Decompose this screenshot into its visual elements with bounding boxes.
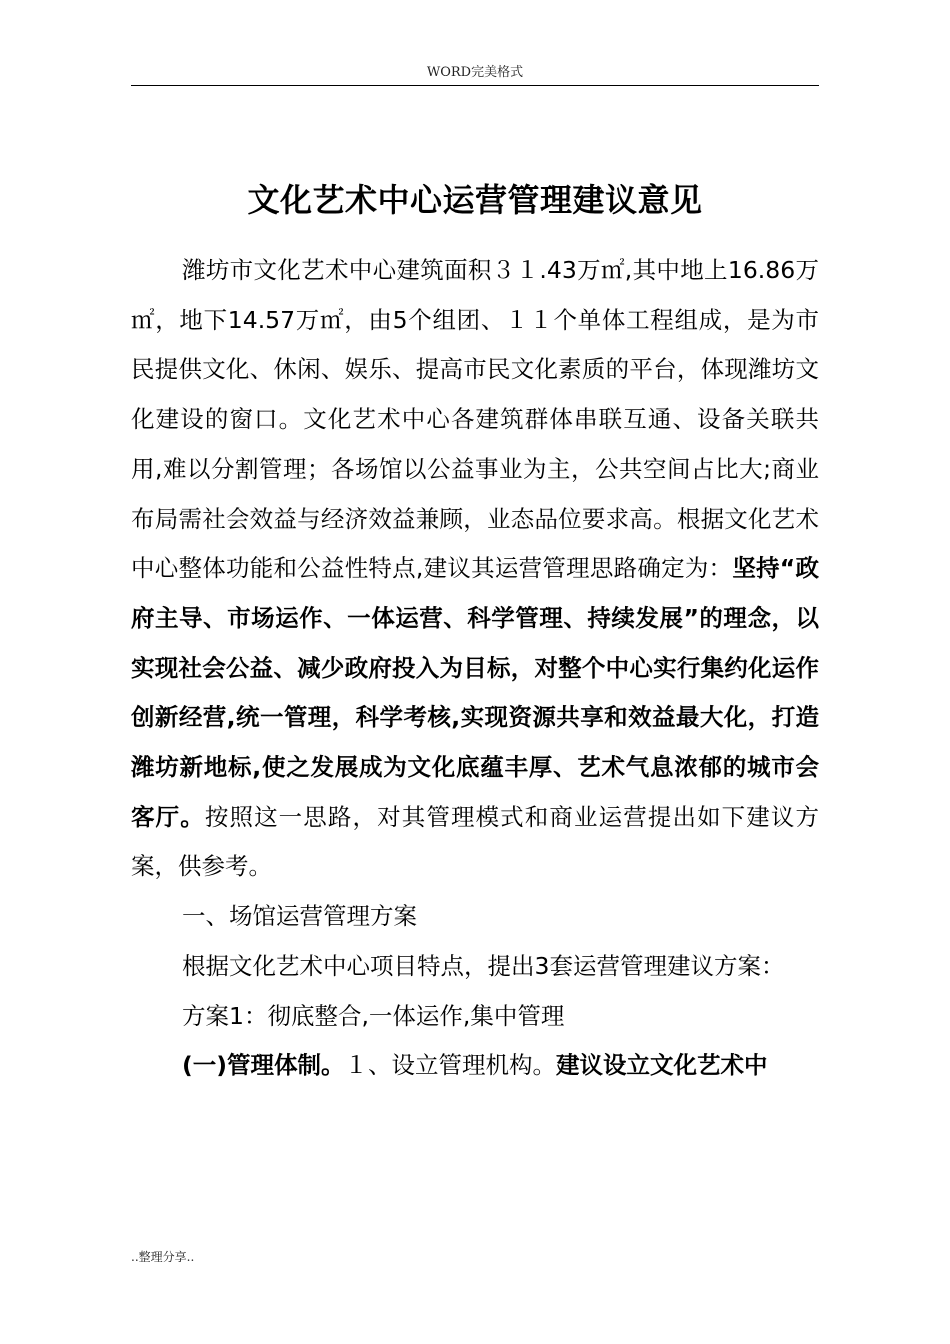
management-text: １、设立管理机构。 [344,1051,556,1080]
document-title: 文化艺术中心运营管理建议意见 [247,181,703,219]
intro-paragraph [131,246,819,892]
management-heading: (一)管理体制。 [182,1051,345,1080]
intro-text-2: 按照这一思路，对其管理模式和商业运营提出如下建议方案，供参考。 [131,802,820,881]
intro-bold-statement: 坚持“政府主导、市场运作、一体运营、科学管理、持续发展”的理念，以实现社会公益、减少政府投入为目标，对整个中心实行集约化运作创新经营,统一管理，科学考核,实现资源共享和效益最大化，打造潍坊新地标,使之发展成为文化底蕴丰厚、艺术气息浓郁的城市会客厅。 [131,554,819,831]
plan-heading: 方案1：彻底整合,一体运作,集中管理 [182,1001,565,1030]
document-body [131,246,819,1091]
page-footer: ..整理分享.. [131,1250,195,1264]
section-heading: 一、场馆运营管理方案 [182,902,417,931]
page-header: WORD完美格式 [426,65,524,80]
header-divider [131,85,819,86]
proposal-intro-paragraph: 根据文化艺术中心项目特点，提出3套运营管理建议方案： [182,951,785,980]
intro-text-1: 潍坊市文化艺术中心建筑面积３１.43万㎡,其中地上16.86万㎡，地下14.57万㎡，由5个组团、１１个单体工程组成，是为市民提供文化、休闲、娱乐、提高市民文化素质的平台，体现潍坊文化建设的窗口。文化艺术中心各建筑群体串联互通、设备关联共用,难以分割管理；各场馆以公益事业为主，公共空间占比大;商业布局需社会效益与经济效益兼顾，业态品位要求高。根据文化艺术中心整体功能和公益性特点,建议其运营管理思路确定为： [131,256,819,583]
management-paragraph [131,1041,819,1091]
management-bold-text: 建议设立文化艺术中 [555,1051,768,1080]
